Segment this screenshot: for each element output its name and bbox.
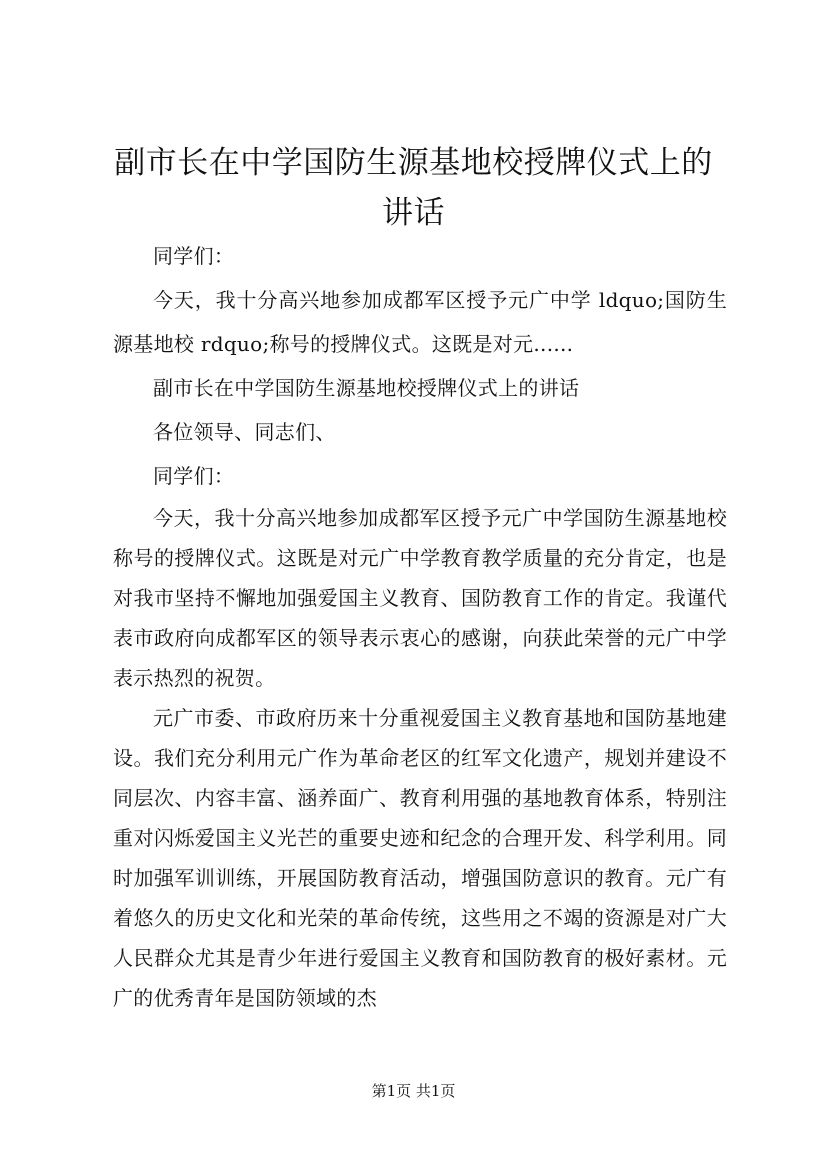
document-body <box>113 234 727 1018</box>
paragraph-greeting: 同学们： <box>153 244 235 268</box>
document-title: 副市长在中学国防生源基地校授牌仪式上的讲话 <box>114 145 713 231</box>
page-number: 第1页 共1页 <box>371 1082 456 1100</box>
paragraph-subtitle: 副市长在中学国防生源基地校授牌仪式上的讲话 <box>153 376 580 400</box>
paragraph-summary: 今天，我十分高兴地参加成都军区授予元广中学 ldquo;国防生源基地校 rdquo;称号的授牌仪式。这既是对元...... <box>113 288 727 356</box>
paragraph-greeting-2: 同学们： <box>153 464 235 488</box>
paragraph-opening: 今天，我十分高兴地参加成都军区授予元广中学国防生源基地校称号的授牌仪式。这既是对元广中学教育教学质量的充分肯定，也是对我市坚持不懈地加强爱国主义教育、国防教育工作的肯定。我谨代表市政府向成都军区的领导表示衷心的感谢，向获此荣誉的元广中学表示热烈的祝贺。 <box>113 506 727 690</box>
paragraph-salutation: 各位领导、同志们、 <box>153 420 336 444</box>
paragraph-body: 元广市委、市政府历来十分重视爱国主义教育基地和国防基地建设。我们充分利用元广作为革命老区的红军文化遗产，规划并建设不同层次、内容丰富、涵养面广、教育利用强的基地教育体系，特别注重对闪烁爱国主义光芒的重要史迹和纪念的合理开发、科学利用。同时加强军训训练，开展国防教育活动，增强国防意识的教育。元广有着悠久的历史文化和光荣的革命传统，这些用之不竭的资源是对广大人民群众尤其是青少年进行爱国主义教育和国防教育的极好素材。元广的优秀青年是国防领域的杰 <box>113 706 727 1010</box>
